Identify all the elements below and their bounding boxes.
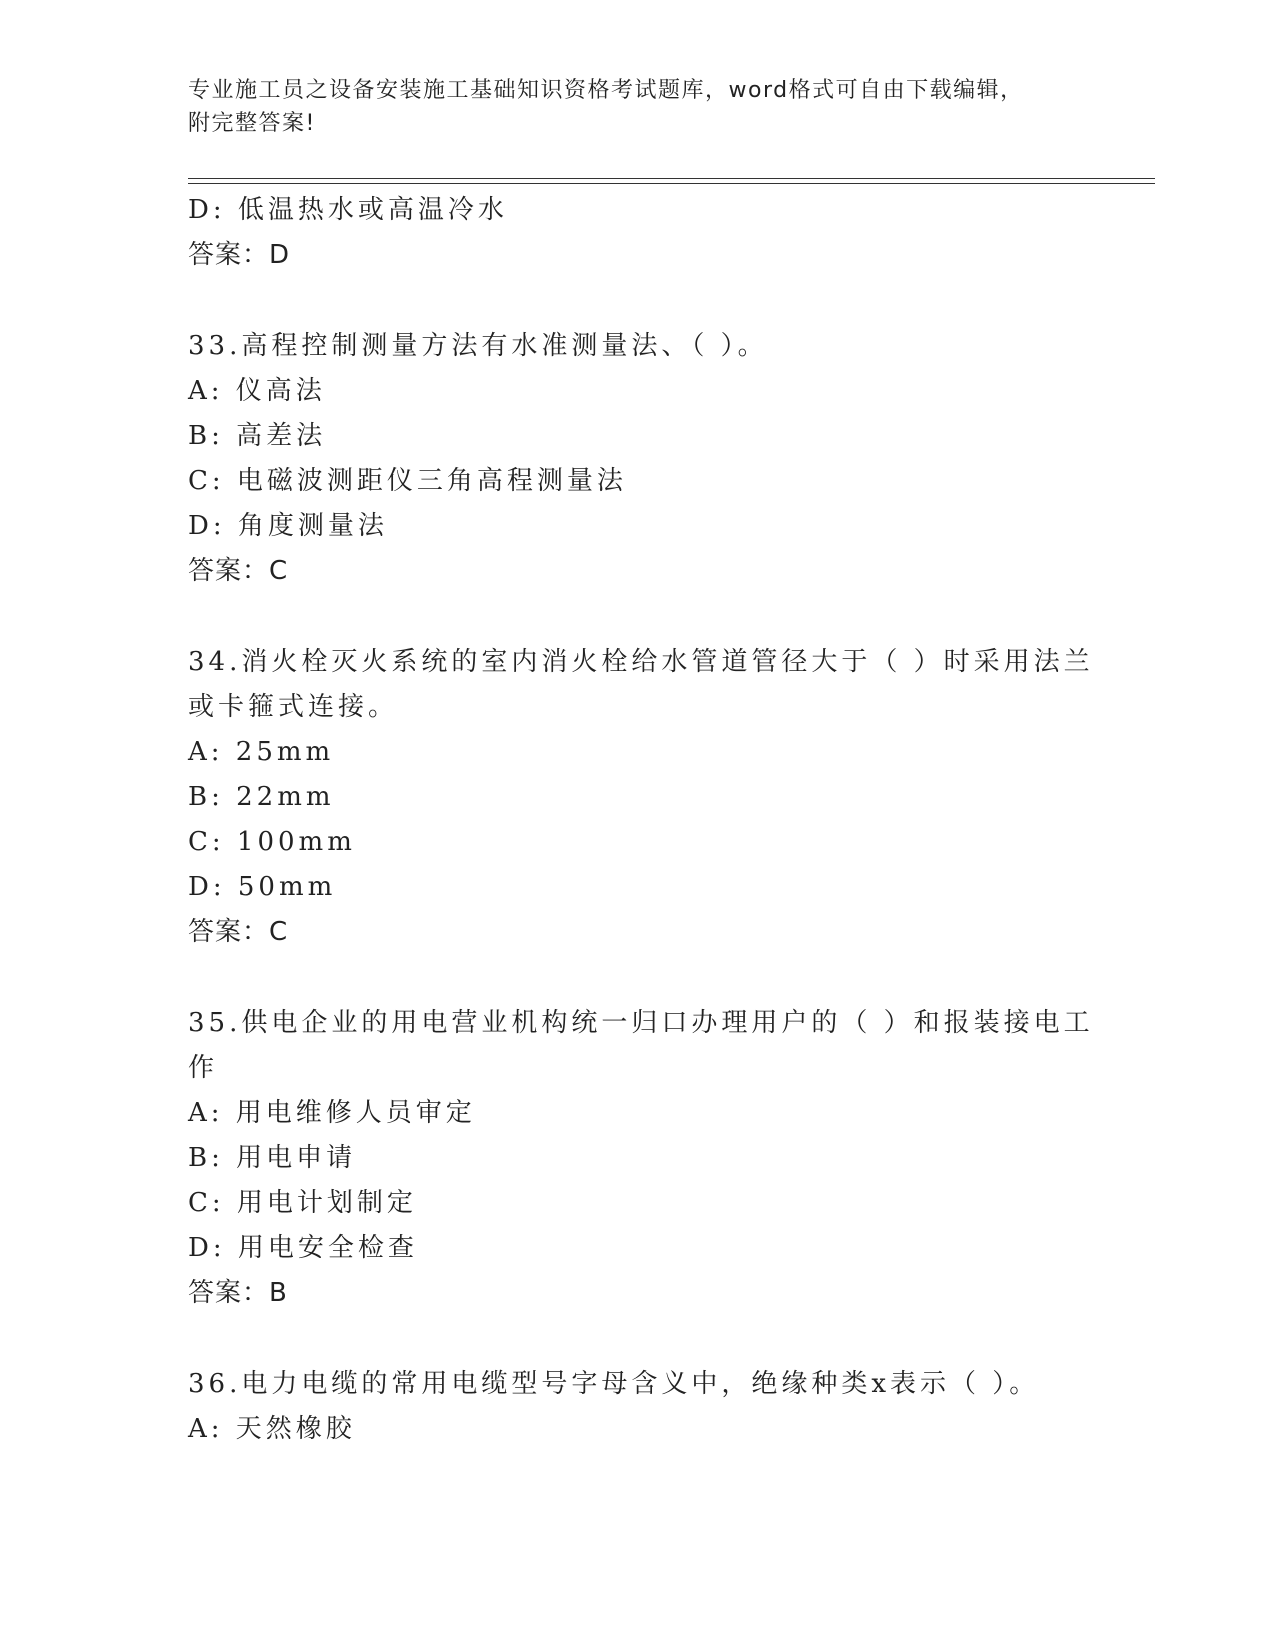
answer-line: 答案：C bbox=[188, 917, 289, 947]
question-stem-line: 35.供电企业的用电营业机构统一归口办理用户的（ ）和报装接电工 bbox=[188, 1008, 1094, 1038]
question-stem bbox=[188, 1362, 1058, 1407]
option-b: B: 22mm bbox=[188, 782, 335, 812]
question-stem bbox=[188, 640, 1094, 730]
header-divider-bottom bbox=[188, 183, 1155, 184]
question-stem-line: 36.电力电缆的常用电缆型号字母含义中，绝缘种类x表示（ ）。 bbox=[188, 1369, 1040, 1399]
question-36 bbox=[188, 1362, 1088, 1452]
header-line-1: 专业施工员之设备安装施工基础知识资格考试题库，word格式可自由下载编辑， bbox=[188, 78, 1024, 103]
option-a: A: 仪高法 bbox=[188, 376, 326, 406]
option-c: C: 用电计划制定 bbox=[188, 1188, 417, 1218]
option-c: C: 100mm bbox=[188, 827, 356, 857]
question-stem-line: 34.消火栓灭火系统的室内消火栓给水管道管径大于（ ）时采用法兰 bbox=[188, 647, 1094, 677]
question-stem bbox=[188, 324, 1058, 369]
option-b: B: 用电申请 bbox=[188, 1143, 357, 1173]
question-34 bbox=[188, 640, 1094, 955]
option-c: C: 电磁波测距仪三角高程测量法 bbox=[188, 466, 627, 496]
question-stem-line: 作 bbox=[188, 1053, 219, 1083]
option-d: D: 低温热水或高温冷水 bbox=[188, 195, 508, 225]
option-a: A: 天然橡胶 bbox=[188, 1414, 356, 1444]
header-line-2: 附完整答案! bbox=[188, 111, 316, 136]
header-divider-top bbox=[188, 178, 1155, 179]
question-stem-line: 33.高程控制测量方法有水准测量法、（ ）。 bbox=[188, 331, 768, 361]
question-stem-line: 或卡箍式连接。 bbox=[188, 692, 399, 722]
option-d: D: 50mm bbox=[188, 872, 337, 902]
previous-question-tail bbox=[188, 188, 1088, 278]
option-a: A: 25mm bbox=[188, 737, 335, 767]
document-header bbox=[188, 74, 1068, 140]
answer-line: 答案：C bbox=[188, 556, 289, 586]
option-a: A: 用电维修人员审定 bbox=[188, 1098, 476, 1128]
question-33 bbox=[188, 324, 1088, 594]
question-stem bbox=[188, 1001, 1094, 1091]
answer-line: 答案：B bbox=[188, 1278, 288, 1308]
answer-line: 答案：D bbox=[188, 240, 291, 270]
option-d: D: 用电安全检查 bbox=[188, 1233, 418, 1263]
question-35 bbox=[188, 1001, 1094, 1316]
question-list bbox=[188, 188, 1094, 1452]
option-d: D: 角度测量法 bbox=[188, 511, 388, 541]
option-b: B: 高差法 bbox=[188, 421, 327, 451]
